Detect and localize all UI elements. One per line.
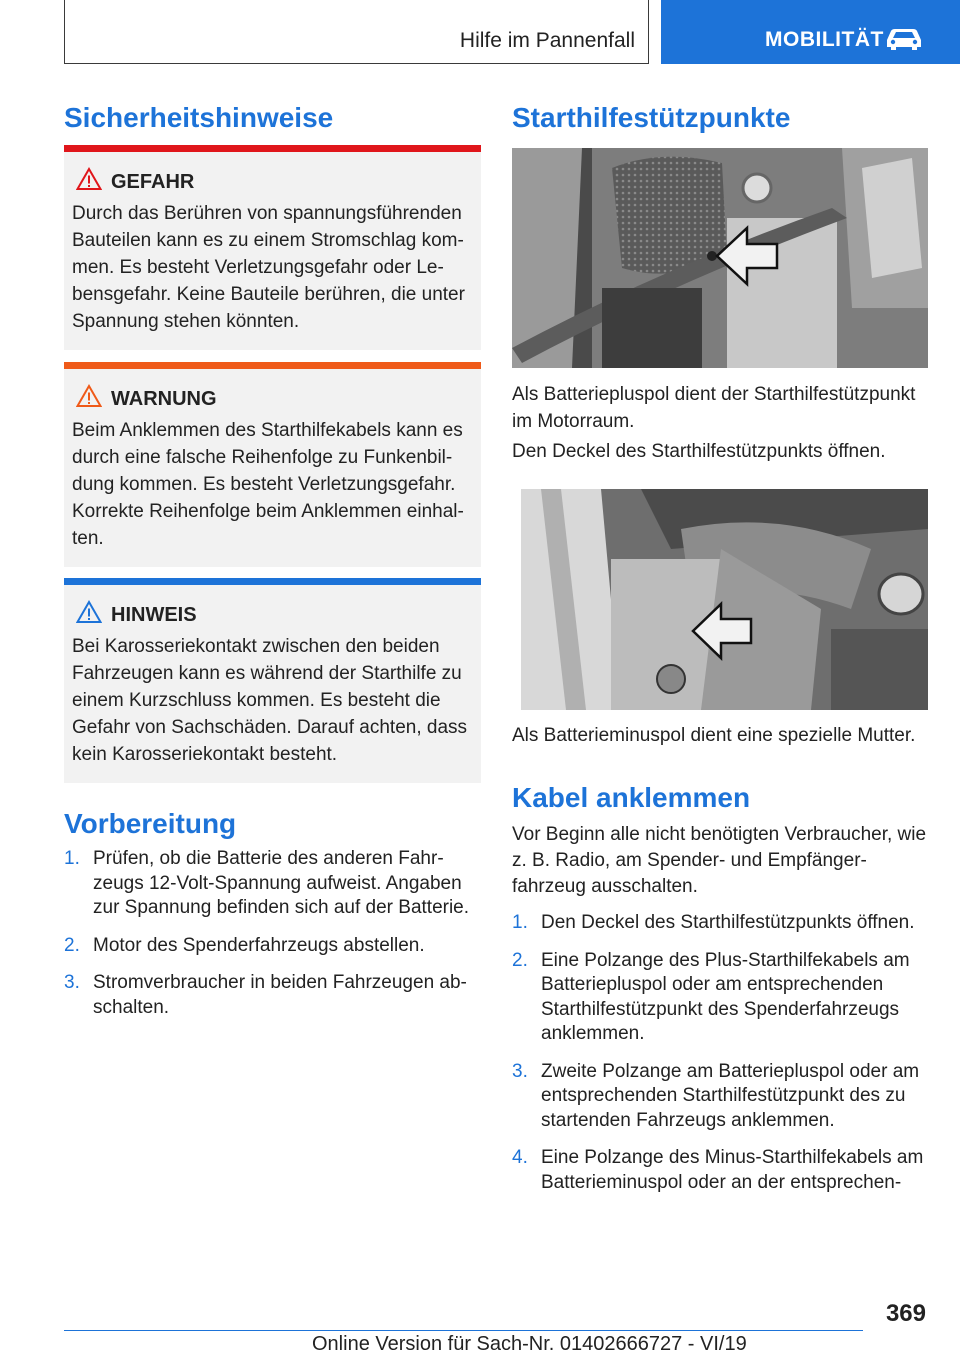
step-text: Prüfen, ob die Batterie des anderen Fahr-zeugs 12-Volt-Spannung aufweist. Angaben zur Spannung befinden sich auf der Batterie. — [93, 848, 470, 918]
warning-triangle-icon — [76, 167, 102, 191]
prep-steps-list — [64, 847, 481, 1033]
page-number: 369 — [885, 1300, 926, 1327]
warning-box-warnung — [64, 362, 481, 567]
warning-triangle-icon — [76, 600, 102, 624]
step-number: 3. — [64, 972, 80, 993]
heading-kabel-anklemmen: Kabel anklemmen — [512, 782, 751, 813]
heading-sicherheitshinweise: Sicherheitshinweise — [64, 102, 334, 133]
list-item — [512, 949, 928, 1047]
caption-minus-pole: Als Batterieminuspol dient eine spezielle Mutter. — [512, 725, 916, 746]
list-item — [512, 1060, 928, 1134]
engine-photo-plus-pole — [512, 148, 928, 368]
step-number: 1. — [64, 848, 80, 869]
step-number: 2. — [64, 934, 80, 956]
warning-box-gefahr — [64, 145, 481, 350]
cable-intro: Vor Beginn alle nicht benötigten Verbraucher, wie z. B. Radio, am Spender- und Empfänger-fahrzeug ausschalten. — [512, 824, 927, 897]
step-number: 1. — [512, 912, 528, 933]
warning-text: Beim Anklemmen des Starthilfekabels kann es durch eine falsche Reihenfolge zu Funkenbil-dung kommen. Es besteht Verletzungsgefahr. Korrekte Reihenfolge beim Anklemmen einhal-ten. — [72, 420, 464, 549]
step-text: Den Deckel des Starthilfestützpunkts öffnen. — [541, 912, 915, 933]
header-chapter-label: MOBILITÄT — [765, 28, 884, 51]
caption-plus-pole: Als Batteriepluspol dient der Starthilfestützpunkt im Motorraum. — [512, 384, 916, 432]
car-icon — [883, 26, 925, 52]
warning-bar — [64, 578, 481, 585]
warning-triangle-icon — [76, 384, 102, 408]
warning-text: Durch das Berühren von spannungsführenden Bauteilen kann es zu einem Stromschlag kom-men. Es besteht Verletzungsgefahr oder Le-bensgefahr. Keine Bauteile berühren, die unter Spannung stehen könnten. — [72, 203, 465, 332]
list-item — [512, 1146, 928, 1195]
step-number: 4. — [512, 1147, 528, 1168]
engine-photo-minus-pole — [521, 489, 928, 710]
heading-vorbereitung: Vorbereitung — [64, 808, 237, 839]
warning-bar — [64, 145, 481, 152]
warning-title: GEFAHR — [111, 171, 195, 193]
step-number: 3. — [512, 1060, 528, 1082]
footer-online-version: Online Version für Sach-Nr. 01402666727 - VI/19 — [312, 1333, 747, 1355]
header-chapter-tab — [661, 0, 960, 64]
warning-text: Bei Karosseriekontakt zwischen den beiden Fahrzeugen kann es während der Starthilfe zu einem Kurzschluss kommen. Es besteht die Gefahr von Sachschäden. Darauf achten, dass kein Karosseriekontakt besteht. — [72, 636, 468, 765]
warning-title: HINWEIS — [111, 604, 197, 626]
step-text: Eine Polzange des Minus-Starthilfekabels am Batterieminuspol oder an der entsprechen- — [541, 1147, 924, 1193]
list-item — [64, 847, 481, 921]
step-text: Stromverbraucher in beiden Fahrzeugen ab-schalten. — [93, 972, 467, 1018]
step-number: 2. — [512, 949, 528, 971]
step-text: Motor des Spenderfahrzeugs abstellen. — [93, 934, 425, 956]
list-item — [64, 971, 481, 1020]
list-item — [512, 911, 928, 936]
warning-title: WARNUNG — [111, 388, 217, 410]
warning-box-hinweis — [64, 578, 481, 783]
cable-steps-list — [512, 911, 928, 1208]
caption-open-cover: Den Deckel des Starthilfestützpunkts öffnen. — [512, 441, 886, 462]
heading-starthilfestuetzpunkte: Starthilfestützpunkte — [512, 102, 791, 133]
warning-bar — [64, 362, 481, 369]
step-text: Zweite Polzange am Batteriepluspol oder am entsprechenden Starthilfestützpunkt des zu startenden Fahrzeugs anklemmen. — [541, 1060, 920, 1131]
list-item — [64, 934, 481, 959]
header-section-title: Hilfe im Pannenfall — [459, 29, 635, 52]
step-text: Eine Polzange des Plus-Starthilfekabels am Batteriepluspol oder am entsprechenden Starthilfestützpunkt des Spenderfahrzeugs anklemmen. — [541, 949, 910, 1044]
footer-divider — [64, 1330, 863, 1331]
